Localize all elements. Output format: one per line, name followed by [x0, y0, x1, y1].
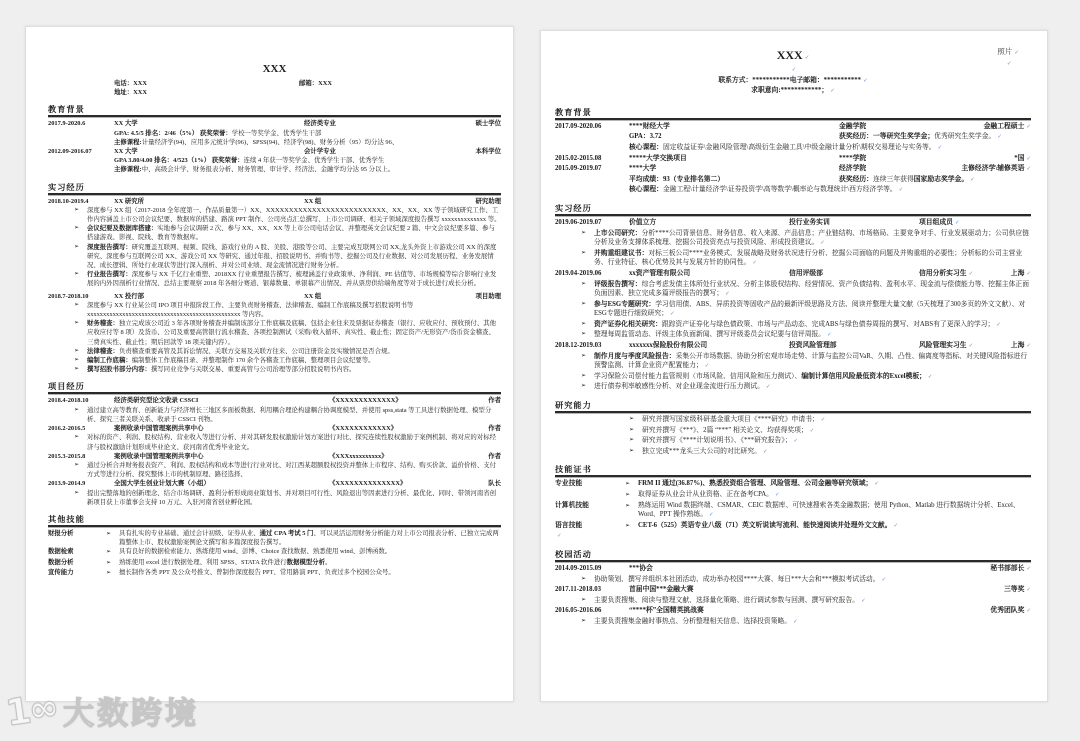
- bullet-arrow-icon: ➢: [74, 434, 80, 441]
- bullet-arrow-icon: ➢: [74, 271, 80, 278]
- revision-mark-icon: ✓: [1026, 565, 1031, 572]
- bullet-arrow-icon: ➢: [581, 249, 587, 256]
- revision-mark-icon: ✓: [1026, 343, 1031, 350]
- bullet-arrow-icon: ➢: [106, 530, 112, 537]
- left-project-entry: 2018.4-2018.10 经济类研究型论文收录 CSSCI 《XXXXXXXXXXXXX》 作者 ➢ 通过建立高等教育、创新能力与经济增长三地区多面板数据、利用耦合理论构建耦合协调度模型、并使用 spss,stata 等工具进行数据处理、模型分析、探究三者关联关系、收录于 CSSCI 刊物。: [48, 397, 501, 423]
- cert-row: 语言技能 ➢ CET-6（525）英语专业八级（71）英文听说读写流利、能快速阅读并处理外文文献。 ✓: [555, 521, 1031, 532]
- revision-mark-icon: ✓: [893, 522, 899, 529]
- left-section-education: 教育背景: [48, 104, 501, 117]
- left-intern-entry: 2018.10-2019.4 XX 研究所 XX 组 研究助理 ➢ 深度参与 XX 组（2017-2018 全年度第一、作品质量第一）XX、XXXXXXXXXXXXXXXXXXXXXXXXXX、XX、XX、XX 等子领域研究工作、工作内容涵盖上市公司会议纪要、数据库的搭建、路演 PPT 制作、公司亮点汇总撰写、上市公司调研、相关子领域深度报告撰写 xxxxxxxxxxxxxx 等。 ➢ 会议纪要及数据库搭建：实地参与会议调研 2 次、参与 XX、XX、XX 等上市公司电话会议、并整理英文会议纪要 2 篇、中文会议纪要多篇、参与搭建游戏、影视、院线、教育等数据库。 ➢ 深度报告撰写：研究覆盖互联网、视频、院线、游戏行业的 A 股、美股、港股等公司、主要完成互联网公司 XX,龙头外资上市游戏公司 XX 的深度研究、深度参与互联网公司 XX、游戏公司 XX 等研究、通过年报、招股说明书、并购书等、挖掘公司及行业数据、对公司发展历程、业务发展情况、成长逻辑、所处行业现状等进行深入剖析、并对公司业绩、现金流情况进行财务分析。 ➢ 行业报告撰写：深度参与 XX 千亿行业重塑、2018XX 行业重塑报告撰写、梳理涵盖行业政策单、净利润、PE 估值等、市场规模等综合影响行业发展的内外因剖析行业情况、总结主要观察 2018 年各细分赛道、银幕数量、单银幕产出情况、并从票房供给端角度等对于成长进行成长分析。: [48, 197, 501, 288]
- bullet-item: ➢ 深度参与 XX 组（2017-2018 全年度第一、作品质量第一）XX、XXXXXXXXXXXXXXXXXXXXXXXXXX、XX、XX、XX 等子领域研究工作、工作内容涵盖上市公司会议纪要、数据库的搭建、路演 PPT 制作、公司亮点汇总撰写、上市公司调研、相关子领域深度报告撰写 xxxxxxxxxxxxxx 等。: [74, 206, 501, 224]
- bullet-arrow-icon: ➢: [629, 426, 635, 433]
- left-skill-row: 数据检索 ➢ 具有良好的数据检索能力、熟练使用 wind、彭博、Choice 查找数据、熟悉使用 wind、彭博函数。: [48, 547, 501, 557]
- bullet-arrow-icon: ➢: [74, 320, 80, 327]
- bullet-item: ➢ 财务稽查：独立完成该公司近 3 年各项财务稽查并编制该部分工作底稿及底稿、包括企业往来及票据证券稽查（银行、应收应付、预收预付、其他应收应付等 8 项）及货币、公司及重要高管银行流水稽查、各项控制测试（采购/收入循环、真实性、截止性；固定资产/无形资产/货币资金稽查、三费真实性、截止性；期后回款等 18 项关键内容）。: [74, 320, 496, 346]
- revision-mark-icon: ✓: [557, 533, 562, 540]
- revision-mark-icon: ✓: [927, 373, 933, 380]
- photo-placeholder: 照片 ✓ ✓: [997, 47, 1019, 67]
- right-section-internship: 实习经历: [555, 203, 1031, 216]
- left-resume-name: XXX: [262, 63, 287, 75]
- bullet-arrow-icon: ➢: [74, 243, 80, 250]
- left-edu-entry: 2017.9-2020.6 XX 大学 经济类专业 硕士学位 GPA: 4.5/5 排名：2/46（5%） 获奖荣誉：学校一等奖学金、优秀学生干部 主修课程:计量经济学(94)、应用多元统计学(96)、SPSS(94)、经济学(98)、财务分析（95）均分达 96、: [48, 120, 501, 146]
- revision-mark-icon: ✓: [954, 219, 960, 226]
- left-contact-row-1: [48, 79, 501, 88]
- revision-mark-icon: ✓: [996, 321, 1001, 328]
- right-section-certs: 技能证书: [555, 464, 1031, 477]
- revision-mark-icon: ✓: [765, 384, 771, 391]
- bullet-arrow-icon: ➢: [581, 352, 587, 359]
- cert-row: 专业技能 ➢ FRM II 通过(36.87%)、熟悉投资组合管理、风险管理、公司金融等研究领域； ✓: [555, 479, 1031, 490]
- activity-entry: 2014.09-2015.09 ***协会 秘书部部长 ✓ ➢ 协助策划、撰写并组织本社团活动、成功举办校园****大赛、每日***大会和***模拟考试活动。 ✓: [555, 564, 1031, 585]
- revision-mark-icon: ✓: [709, 512, 714, 519]
- bullet-arrow-icon: ➢: [74, 301, 80, 308]
- bullet-arrow-icon: ➢: [74, 461, 80, 468]
- edu-date: 2017.9-2020.6: [48, 120, 86, 128]
- research-item: ➢ 研究并撰写国家级科研基金重大项目《****研究》申请书； ✓: [555, 415, 1031, 426]
- bullet-arrow-icon: ➢: [581, 300, 587, 307]
- bullet-arrow-icon: ➢: [106, 559, 112, 566]
- revision-mark-icon: ✓: [820, 240, 825, 247]
- revision-mark-icon: ✓: [820, 417, 826, 424]
- research-item: ➢ 研究并撰写《***》、2篇 “***” 相关论文、均获得奖项； ✓: [555, 426, 1031, 437]
- right-contact-line-2: 求职意向:************； ✓: [751, 87, 835, 95]
- bullet-item: ➢ 法律稽查：负责稽查重要高管及其诉讼情况、关联方交易及关联方往来、公司注册资金及实缴情况是否合规。: [74, 347, 394, 355]
- left-skill-row: 宣传能力 ➢ 擅长制作各类 PPT 及公众号推文、曾制作深度报告 PPT、常用路演 PPT、负责过多个校园公众号。: [48, 568, 501, 578]
- revision-mark-icon: ✓: [827, 332, 832, 339]
- revision-mark-icon: ✓: [791, 67, 797, 73]
- bullet-arrow-icon: ➢: [581, 383, 587, 390]
- bullet-item: ➢ 编制工作底稿：编制整体工作底稿目录、并整理制作 170 余个各稽查工作底稿、整理项目会议纪要等。: [74, 357, 375, 365]
- watermark-text: 大数跨境: [63, 696, 200, 732]
- right-edu-entry: 2017.09-2020.06 ****财经大学 金融学院 金融工程硕士 ✓ GPA：3.72 获奖经历：一等研究生奖学金；优秀研究生奖学金。 ✓ 核心课程：固定收益证券\金融风险管理\高级衍生金融工具\中级金融计量分析\期权交易理论与实务等。 ✓: [555, 122, 1031, 151]
- bullet-arrow-icon: ➢: [581, 596, 587, 603]
- revision-mark-icon: ✓: [774, 492, 780, 498]
- left-section-skills: 其他技能: [48, 514, 501, 527]
- revision-mark-icon: ✓: [793, 618, 798, 625]
- right-intern-entry: 2019.06-2019.07 价值立方 投行业务实训 项目组成员 ✓ ➢ 上市公司研究：分析****公司背景信息、财务信息、收入来源、产品信息；产业链结构、市场格局、主要竞争对手、行业发展驱动力；公司供应链分析及业务支撑体系梳理、挖掘公司投资亮点与投资风险、形成投资建议。 ✓ ➢ 并购重组建议书：对标三板公司****业务模式、发展战略及财务状况进行分析、挖掘公司面临的问题及并购重组的必要性；分析标的公司主营业务、行业特征、核心优势及其与发展方针的协同性。 ✓: [555, 218, 1031, 269]
- revision-mark-icon: ✓: [804, 55, 810, 61]
- left-skill-row: 财报分析 ➢ 具有扎实的专业基础、通过会计初级、证券从业、通过 CPA 考试 5 门、可以灵活运用财务分析能力对上市公司报表分析、已独立完成两篇整体上市、股权激励案例论文撰写和多篇深度报告撰写。: [48, 529, 499, 547]
- bullet-arrow-icon: ➢: [74, 357, 80, 364]
- left-edu-entry: 2012.09-2016.07 XX 大学 会计学专业 本科学位 GPA 3.80/4.00 排名：4/523（1%） 获奖荣誉：连续 4 年获一等奖学金、优秀学生干部、优秀学生 主修课程:中、高级会计学、财务报表分析、财务管理、审计学、经济法、金融学均分达 95 分以上。: [48, 148, 501, 174]
- revision-mark-icon: ✓: [1006, 61, 1012, 67]
- revision-mark-icon: ✓: [968, 343, 974, 350]
- revision-mark-icon: ✓: [861, 597, 866, 604]
- left-mail: 邮箱：XXX: [299, 80, 333, 87]
- left-intern-entry: 2018.7-2018.10 XX 投行部 XX 组 项目助理 ➢ 深度参与 XX 行业某公司 IPO 项目申报阶段工作、主要负责财务稽查、法律稽查、编制工作底稿及撰写招股说明书等 xxxxxxxxxxxxxxxxxxxxxxxxxxxxxxxxxxxxxxxxxxxxxxxx 等内容。 ➢ 财务稽查：独立完成该公司近 3 年各项财务稽查并编制该部分工作底稿及底稿、包括企业往来及票据证券稽查（银行、应收应付、预收预付、其他应收应付等 8 项）及货币、公司及重要高管银行流水稽查、各项控制测试（采购/收入循环、真实性、截止性；固定资产/无形资产/货币资金稽查、三费真实性、截止性；期后回款等 18 项关键内容）。 ➢ 法律稽查：负责稽查重要高管及其诉讼情况、关联方交易及关联方往来、公司注册资金及实缴情况是否合规。 ➢ 编制工作底稿：编制整体工作底稿目录、并整理制作 170 余个各稽查工作底稿、整理项目会议纪要等。 ➢ 撰写招股书部分内容：撰写同业竞争与关联交易、重要高管与公司治理等部分招股说明书内容。: [48, 292, 501, 374]
- revision-mark-icon: ✓: [670, 311, 675, 318]
- left-resume-page: [25, 26, 514, 702]
- bullet-arrow-icon: ➢: [581, 280, 587, 287]
- revision-mark-icon: ✓: [1026, 166, 1031, 173]
- research-item: ➢ 独立完成***龙头三大公司的对比研究。 ✓: [555, 447, 1031, 458]
- bullet-arrow-icon: ➢: [74, 406, 80, 413]
- watermark: [3, 686, 200, 735]
- bullet-arrow-icon: ➢: [629, 416, 635, 423]
- right-edu-entry: 2015.09-2019.07 ****大学 经济学院 主修经济学\辅修英语 ✓ 平均成绩：93（专业排名第二） 获奖经历：连续三年获得国家励志奖学金。 ✓ 核心课程：金融工程\计量经济学\证券投资学\高等数学\概率论与数理统计\西方经济学等。 ✓: [555, 165, 1031, 194]
- revision-mark-icon: ✓: [1026, 608, 1031, 615]
- bullet-item: ➢ 深度参与 XX 行业某公司 IPO 项目申报阶段工作、主要负责财务稽查、法律稽查、编制工作底稿及撰写招股说明书等 xxxxxxxxxxxxxxxxxxxxxxxxxxxxxxxxxxxxxxxxxxxxxxxx 等内容。: [74, 301, 414, 319]
- revision-mark-icon: ✓: [1026, 155, 1031, 162]
- bullet-arrow-icon: ➢: [581, 331, 587, 338]
- right-edu-entry: 2015.02-2015.08 *****大学交换项目 ****学院 *国 ✓: [555, 154, 1031, 162]
- bullet-arrow-icon: ➢: [581, 229, 587, 236]
- bullet-item: ➢ 行业报告撰写：深度参与 XX 千亿行业重塑、2018XX 行业重塑报告撰写、梳理涵盖行业政策单、净利润、PE 估值等、市场规模等综合影响行业发展的内外因剖析行业情况、总结主要观察 2018 年各细分赛道、银幕数量、单银幕产出情况、并从票房供给端角度等对于成长进行成长分析。: [74, 271, 497, 288]
- right-section-education: 教育背景: [555, 107, 1031, 120]
- activity-entry: 2017.11-2018.03 首届中国***金融大赛 三等奖 ✓ ➢ 主要负责搜集、阅读与整理文献、选择量化策略、进行调试参数与回测、撰写研究报告。 ✓: [555, 585, 1031, 606]
- bullet-arrow-icon: ➢: [581, 372, 587, 379]
- bullet-arrow-icon: ➢: [581, 617, 587, 624]
- cert-row: ➢ 取得证券从业会计从业资格、正在备考CPA。 ✓: [555, 490, 1031, 501]
- bullet-arrow-icon: ➢: [625, 502, 631, 509]
- right-intern-entry: 2018.12-2019.03 xxxxxxx保险股份有限公司 投资风险管理部 风险管理实习生 ✓ 上海 ✓ ➢ 制作月度与季度风险报告：采集公开市场数据、协助分析宏观市场走势、计算与监控公司VaR、久期、凸性、偏离度等指标、对关键风险指标进行预警监测、计算企业资产配置能力； ✓ ➢ 学习保险公司偿付能力监管规则（市场风险、信用风险和压力测试）、编制计算信用风险最低资本的Excel模板； ✓ ➢ 进行债券利率敏感性分析、对企业现金流进行压力测试。 ✓: [555, 341, 1031, 393]
- bullet-arrow-icon: ➢: [581, 320, 587, 327]
- right-section-campus: 校园活动: [555, 549, 1031, 562]
- bullet-item: ➢ 撰写招股书部分内容：撰写同业竞争与关联交易、重要高管与公司治理等部分招股说明书内容。: [74, 366, 356, 374]
- revision-mark-icon: ✓: [970, 176, 975, 183]
- revision-mark-icon: ✓: [881, 576, 887, 583]
- cert-row: 计算机技能 ➢ 熟练运用 Wind 数据终端、CSMAR、CEIC 数据库、可快速搜索各类金融数据；使用 Python、Matlab 进行数据统计分析、Excel、Word、PPT 操作熟练。 ✓: [555, 501, 1020, 519]
- revision-mark-icon: ✓: [793, 438, 799, 445]
- revision-mark-icon: ✓: [704, 363, 710, 370]
- revision-mark-icon: ✓: [874, 481, 879, 488]
- revision-mark-icon: ✓: [830, 88, 835, 95]
- revision-mark-icon: ✓: [937, 144, 943, 151]
- revision-mark-icon: ✓: [752, 260, 757, 267]
- left-project-entry: 2015.3-2015.8 案例收录中国管理案例共享中心 《XXXxxxxxxxxxx》 作者 ➢ 通过分析合并财务报表资产、利润、股权结构和成本等进行行业对比、对江西某超额股权投资并整体上市程序、结构、购买价款、溢价价格、支付方式等进行分析、探究整体上市的机制原理、路径选择、: [48, 452, 501, 479]
- bullet-arrow-icon: ➢: [74, 225, 80, 232]
- revision-mark-icon: ✓: [1014, 50, 1019, 56]
- left-address: 地址：XXX: [114, 89, 148, 97]
- bullet-arrow-icon: ➢: [629, 437, 635, 444]
- bullet-arrow-icon: ➢: [581, 575, 587, 582]
- revision-mark-icon: ✓: [809, 427, 815, 434]
- left-section-project: 项目经历: [48, 381, 501, 394]
- bullet-arrow-icon: ➢: [625, 522, 631, 529]
- revision-mark-icon: ✓: [1026, 587, 1031, 594]
- revision-mark-icon: ✓: [898, 187, 904, 194]
- revision-mark-icon: ✓: [725, 291, 730, 298]
- right-contact-line-1: 联系方式：***********电子邮箱：*********** ✓: [718, 76, 868, 84]
- activity-entry: 2016.05-2016.06 “****杯”全国精英挑战赛 优秀团队奖 ✓ ➢ 主要负责搜集金融时事热点、分析整理相关信息、选择投资策略。 ✓: [555, 606, 1031, 627]
- left-section-internship: 实习经历: [48, 182, 501, 195]
- revision-mark-icon: ✓: [1026, 270, 1031, 277]
- right-resume-page: [540, 30, 1048, 702]
- left-skill-row: 数据分析 ➢ 熟练使用 excel 进行数据处理、利用 SPSS、STATA 软件进行数据模型分析。: [48, 558, 501, 568]
- bullet-arrow-icon: ➢: [74, 206, 80, 213]
- bullet-arrow-icon: ➢: [106, 569, 112, 576]
- left-project-entry: 2013.9-2014.9 全国大学生创业计划大赛（小组） 《XXXXXXXXXXXXXX》 队长 ➢ 提出完整落地的创新理念、结合市场调研、盈利分析形成商业策划书、并对项目可行性、风险退出等因素进行分析、最优化、同时、带领河南省创新项目获上市董事会支持 10 万元、入驻河南省创业孵化园。: [48, 480, 501, 506]
- bullet-arrow-icon: ➢: [629, 447, 635, 454]
- revision-mark-icon: ✓: [863, 77, 868, 84]
- bullet-arrow-icon: ➢: [74, 347, 80, 354]
- bullet-arrow-icon: ➢: [106, 549, 112, 556]
- revision-mark-icon: ✓: [1026, 123, 1031, 130]
- revision-mark-icon: ✓: [968, 270, 974, 277]
- right-section-research: 研究能力: [555, 400, 1031, 413]
- left-contact-row-2: [48, 88, 501, 97]
- revision-mark-icon: ✓: [997, 134, 1002, 141]
- right-intern-entry: 2019.04-2019.06 xx资产管理有限公司 信用评级部 信用分析实习生 ✓ 上海 ✓ ➢ 评级报告撰写：综合考虑发债主体所处行业状况、分析主体股权结构、经营情况、资产负债结构、盈利水平、现金流与偿债能力等、挖掘主体正面负面因素、独立完成多篇评级报告的撰写； ✓ ➢ 参与ESG专题研究：学习信用债、ABS、异质投资等固收产品的最新评级思路及方法、阅读并整理大量文献（5天梳理了300多页的外文文献）、对ESG专题进行细致研究； ✓ ➢ 资产证券化相关研究：跟踪资产证券化与绿色债政策、市场与产品动态、完成ABS与绿色债券周报的撰写、对ABS有了更深入的学习； ✓ ➢ 整理每周监管动态、评级主体负面新闻、撰写评级委员会议纪要与信评周报。 ✓: [555, 269, 1031, 341]
- revision-mark-icon: ✓: [762, 448, 768, 455]
- bullet-item: ➢ 深度报告撰写：研究覆盖互联网、视频、院线、游戏行业的 A 股、美股、港股等公司、主要完成互联网公司 XX,龙头外资上市游戏公司 XX 的深度研究、深度参与互联网公司 XX、游戏公司 XX 等研究、通过年报、招股说明书、并购书等、挖掘公司及行业数据、对公司发展历程、业务发展情况、成长逻辑、所处行业现状等进行深入剖析、并对公司业绩、现金流情况进行财务分析。: [74, 243, 497, 270]
- bullet-arrow-icon: ➢: [74, 366, 80, 373]
- research-item: ➢ 研究并撰写《****计划说明书》、《***研究报告》； ✓: [555, 436, 1031, 447]
- bullet-arrow-icon: ➢: [625, 481, 631, 488]
- left-project-entry: 2016.2-2016.5 案例收录中国管理案例共享中心 《XXXXXXXXXXXX》 作者 ➢ 对标的资产、利润、股权结构、营业收入等进行分析、并对其研发股权激励计划方案进行对比、探究连续性股权激励于案例机制、将对应的对标经济与股权激励计划形成毕业论文、获河南省优秀毕业论文。: [48, 425, 501, 451]
- left-phone: 电话：XXX: [114, 80, 148, 87]
- bullet-item: ➢ 会议纪要及数据库搭建：实地参与会议调研 2 次、参与 XX、XX、XX 等上市公司电话会议、并整理英文会议纪要 2 篇、中文会议纪要多篇、参与搭建游戏、影视、院线、教育等数据库。: [74, 225, 495, 242]
- right-resume-name: XXX ✓: [776, 48, 810, 62]
- bullet-arrow-icon: ➢: [625, 492, 631, 498]
- bullet-arrow-icon: ➢: [74, 489, 80, 496]
- watermark-logo-icon: 1∞: [3, 686, 60, 735]
